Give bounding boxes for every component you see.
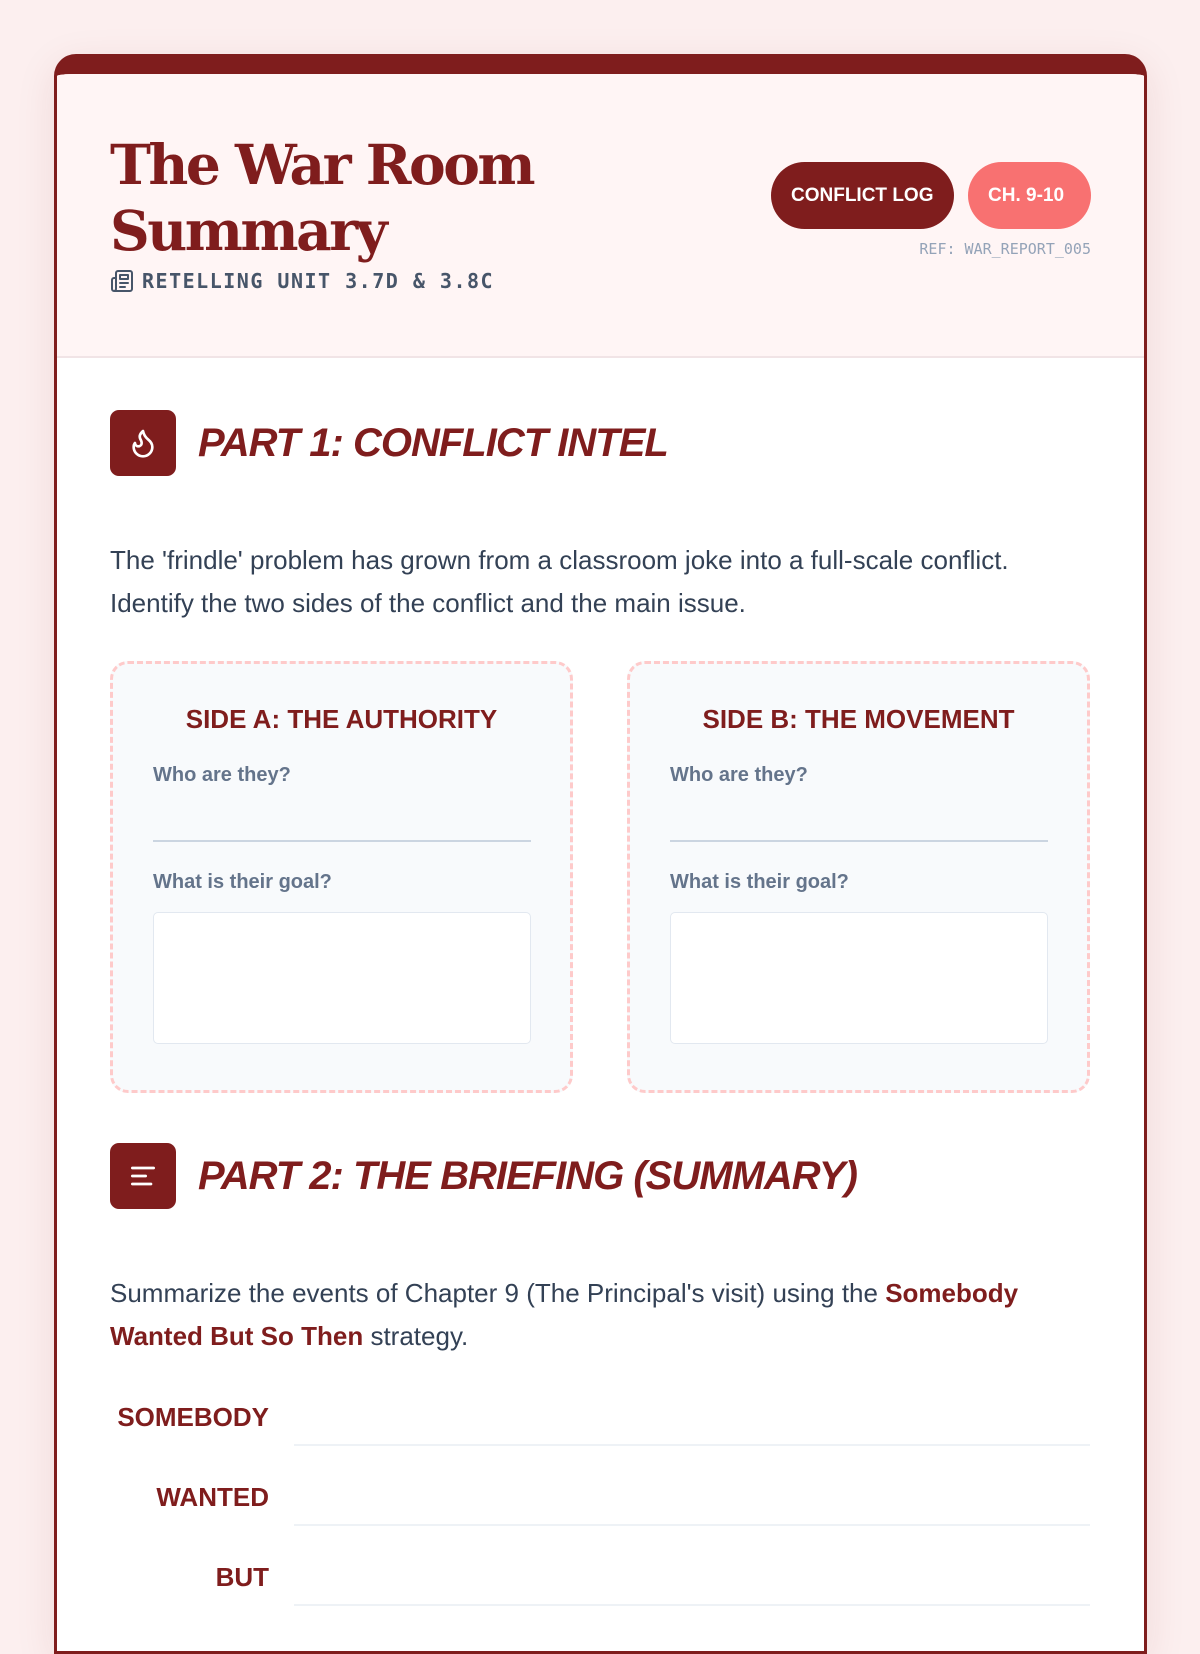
side-b-goal-input[interactable] — [670, 912, 1048, 1044]
conflict-log-badge: CONFLICT LOG — [771, 162, 954, 229]
align-left-icon — [110, 1143, 176, 1209]
flame-icon — [110, 410, 176, 476]
swbst-label-somebody: SOMEBODY — [117, 1402, 269, 1432]
strategy-name: Somebody Wanted But So Then — [110, 1278, 1019, 1351]
swbst-input-but[interactable] — [294, 1554, 1090, 1606]
part2-heading — [110, 1143, 857, 1209]
part2-prompt-text: Summarize the events of Chapter 9 (The Principal's visit) using the — [110, 1278, 886, 1308]
side-b-who-input[interactable] — [670, 798, 1048, 842]
side-a-who-input[interactable] — [153, 798, 531, 842]
reference-code: REF: WAR_REPORT_005 — [919, 240, 1091, 258]
part2-prompt — [110, 1272, 1090, 1358]
swbst-label-but: BUT — [215, 1562, 269, 1592]
part1-prompt: The 'frindle' problem has grown from a classroom joke into a full-scale conflict. Identify the two sides of the conflict and the main issue. — [110, 545, 1009, 618]
side-b-card — [627, 661, 1090, 1093]
side-a-card — [110, 661, 573, 1093]
swbst-row-somebody — [110, 1394, 1090, 1444]
part2-prompt-end: strategy. — [363, 1321, 469, 1351]
swbst-label-wanted: WANTED — [156, 1482, 269, 1512]
side-a-goal-input[interactable] — [153, 912, 531, 1044]
chapter-badge: CH. 9-10 — [968, 162, 1091, 229]
newspaper-icon — [110, 269, 134, 293]
side-a-goal-label: What is their goal? — [153, 871, 332, 893]
worksheet-header — [57, 74, 1144, 358]
side-b-who-label: Who are they? — [670, 764, 808, 786]
swbst-input-somebody[interactable] — [294, 1394, 1090, 1446]
side-b-goal-label: What is their goal? — [670, 871, 849, 893]
part2-title: PART 2: THE BRIEFING (SUMMARY) — [198, 1153, 857, 1198]
part1-title: PART 1: CONFLICT INTEL — [198, 420, 668, 465]
badge-group — [771, 162, 1091, 229]
side-b-title: SIDE B: THE MOVEMENT — [702, 704, 1015, 734]
swbst-input-wanted[interactable] — [294, 1474, 1090, 1526]
swbst-row-but — [110, 1554, 1090, 1604]
part1-heading — [110, 410, 668, 476]
page-title: The War Room Summary — [110, 132, 534, 263]
side-a-who-label: Who are they? — [153, 764, 291, 786]
subtitle-text: RETELLING UNIT 3.7D & 3.8C — [142, 269, 495, 293]
swbst-row-wanted — [110, 1474, 1090, 1524]
worksheet-card — [54, 54, 1147, 1654]
unit-subtitle — [110, 269, 494, 293]
side-a-title: SIDE A: THE AUTHORITY — [185, 704, 498, 734]
